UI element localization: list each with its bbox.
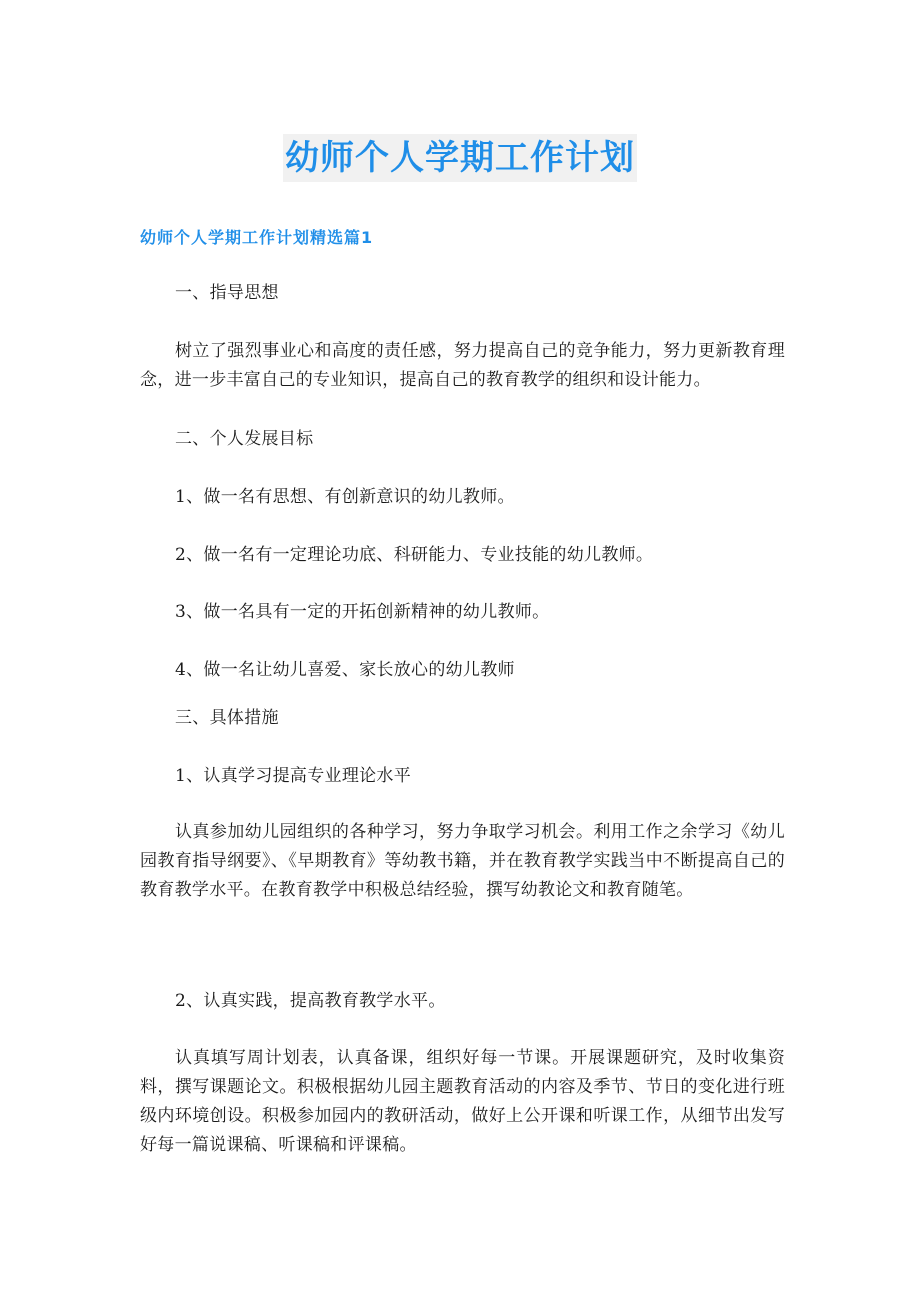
measure-paragraph-2: 认真填写周计划表，认真备课，组织好每一节课。开展课题研究，及时收集资料，撰写课题论文。积极根据幼儿园主题教育活动的内容及季节、节日的变化进行班级内环境创设。积极参加园内的教研活动，做好上公开课和听课工作，从细节出发写好每一篇说课稿、听课稿和评课稿。 — [140, 1048, 785, 1155]
goal-item-4: 4、做一名让幼儿喜爱、家长放心的幼儿教师 — [175, 660, 515, 680]
measure-paragraph-1: 认真参加幼儿园组织的各种学习，努力争取学习机会。利用工作之余学习《幼儿园教育指导纲要》、《早期教育》等幼教书籍，并在教育教学实践当中不断提高自己的教育教学水平。在教育教学中积极总结经验，撰写幼教论文和教育随笔。 — [140, 822, 785, 900]
goal-item-3: 3、做一名具有一定的开拓创新精神的幼儿教师。 — [175, 602, 550, 622]
paragraph-guiding-thought: 树立了强烈事业心和高度的责任感，努力提高自己的竞争能力，努力更新教育理念，进一步丰富自己的专业知识，提高自己的教育教学的组织和设计能力。 — [140, 341, 785, 390]
heading-development-goals: 二、个人发展目标 — [175, 429, 314, 449]
goal-item-1: 1、做一名有思想、有创新意识的幼儿教师。 — [175, 487, 515, 507]
measure-heading-2: 2、认真实践，提高教育教学水平。 — [175, 991, 446, 1011]
goal-item-2: 2、做一名有一定理论功底、科研能力、专业技能的幼儿教师。 — [175, 545, 654, 565]
title-container — [0, 134, 920, 182]
section-subtitle: 幼师个人学期工作计划精选篇1 — [140, 228, 374, 247]
document-title: 幼师个人学期工作计划 — [283, 134, 637, 182]
heading-guiding-thought: 一、指导思想 — [175, 283, 279, 303]
heading-specific-measures: 三、具体措施 — [175, 708, 279, 728]
measure-heading-1: 1、认真学习提高专业理论水平 — [175, 766, 412, 786]
